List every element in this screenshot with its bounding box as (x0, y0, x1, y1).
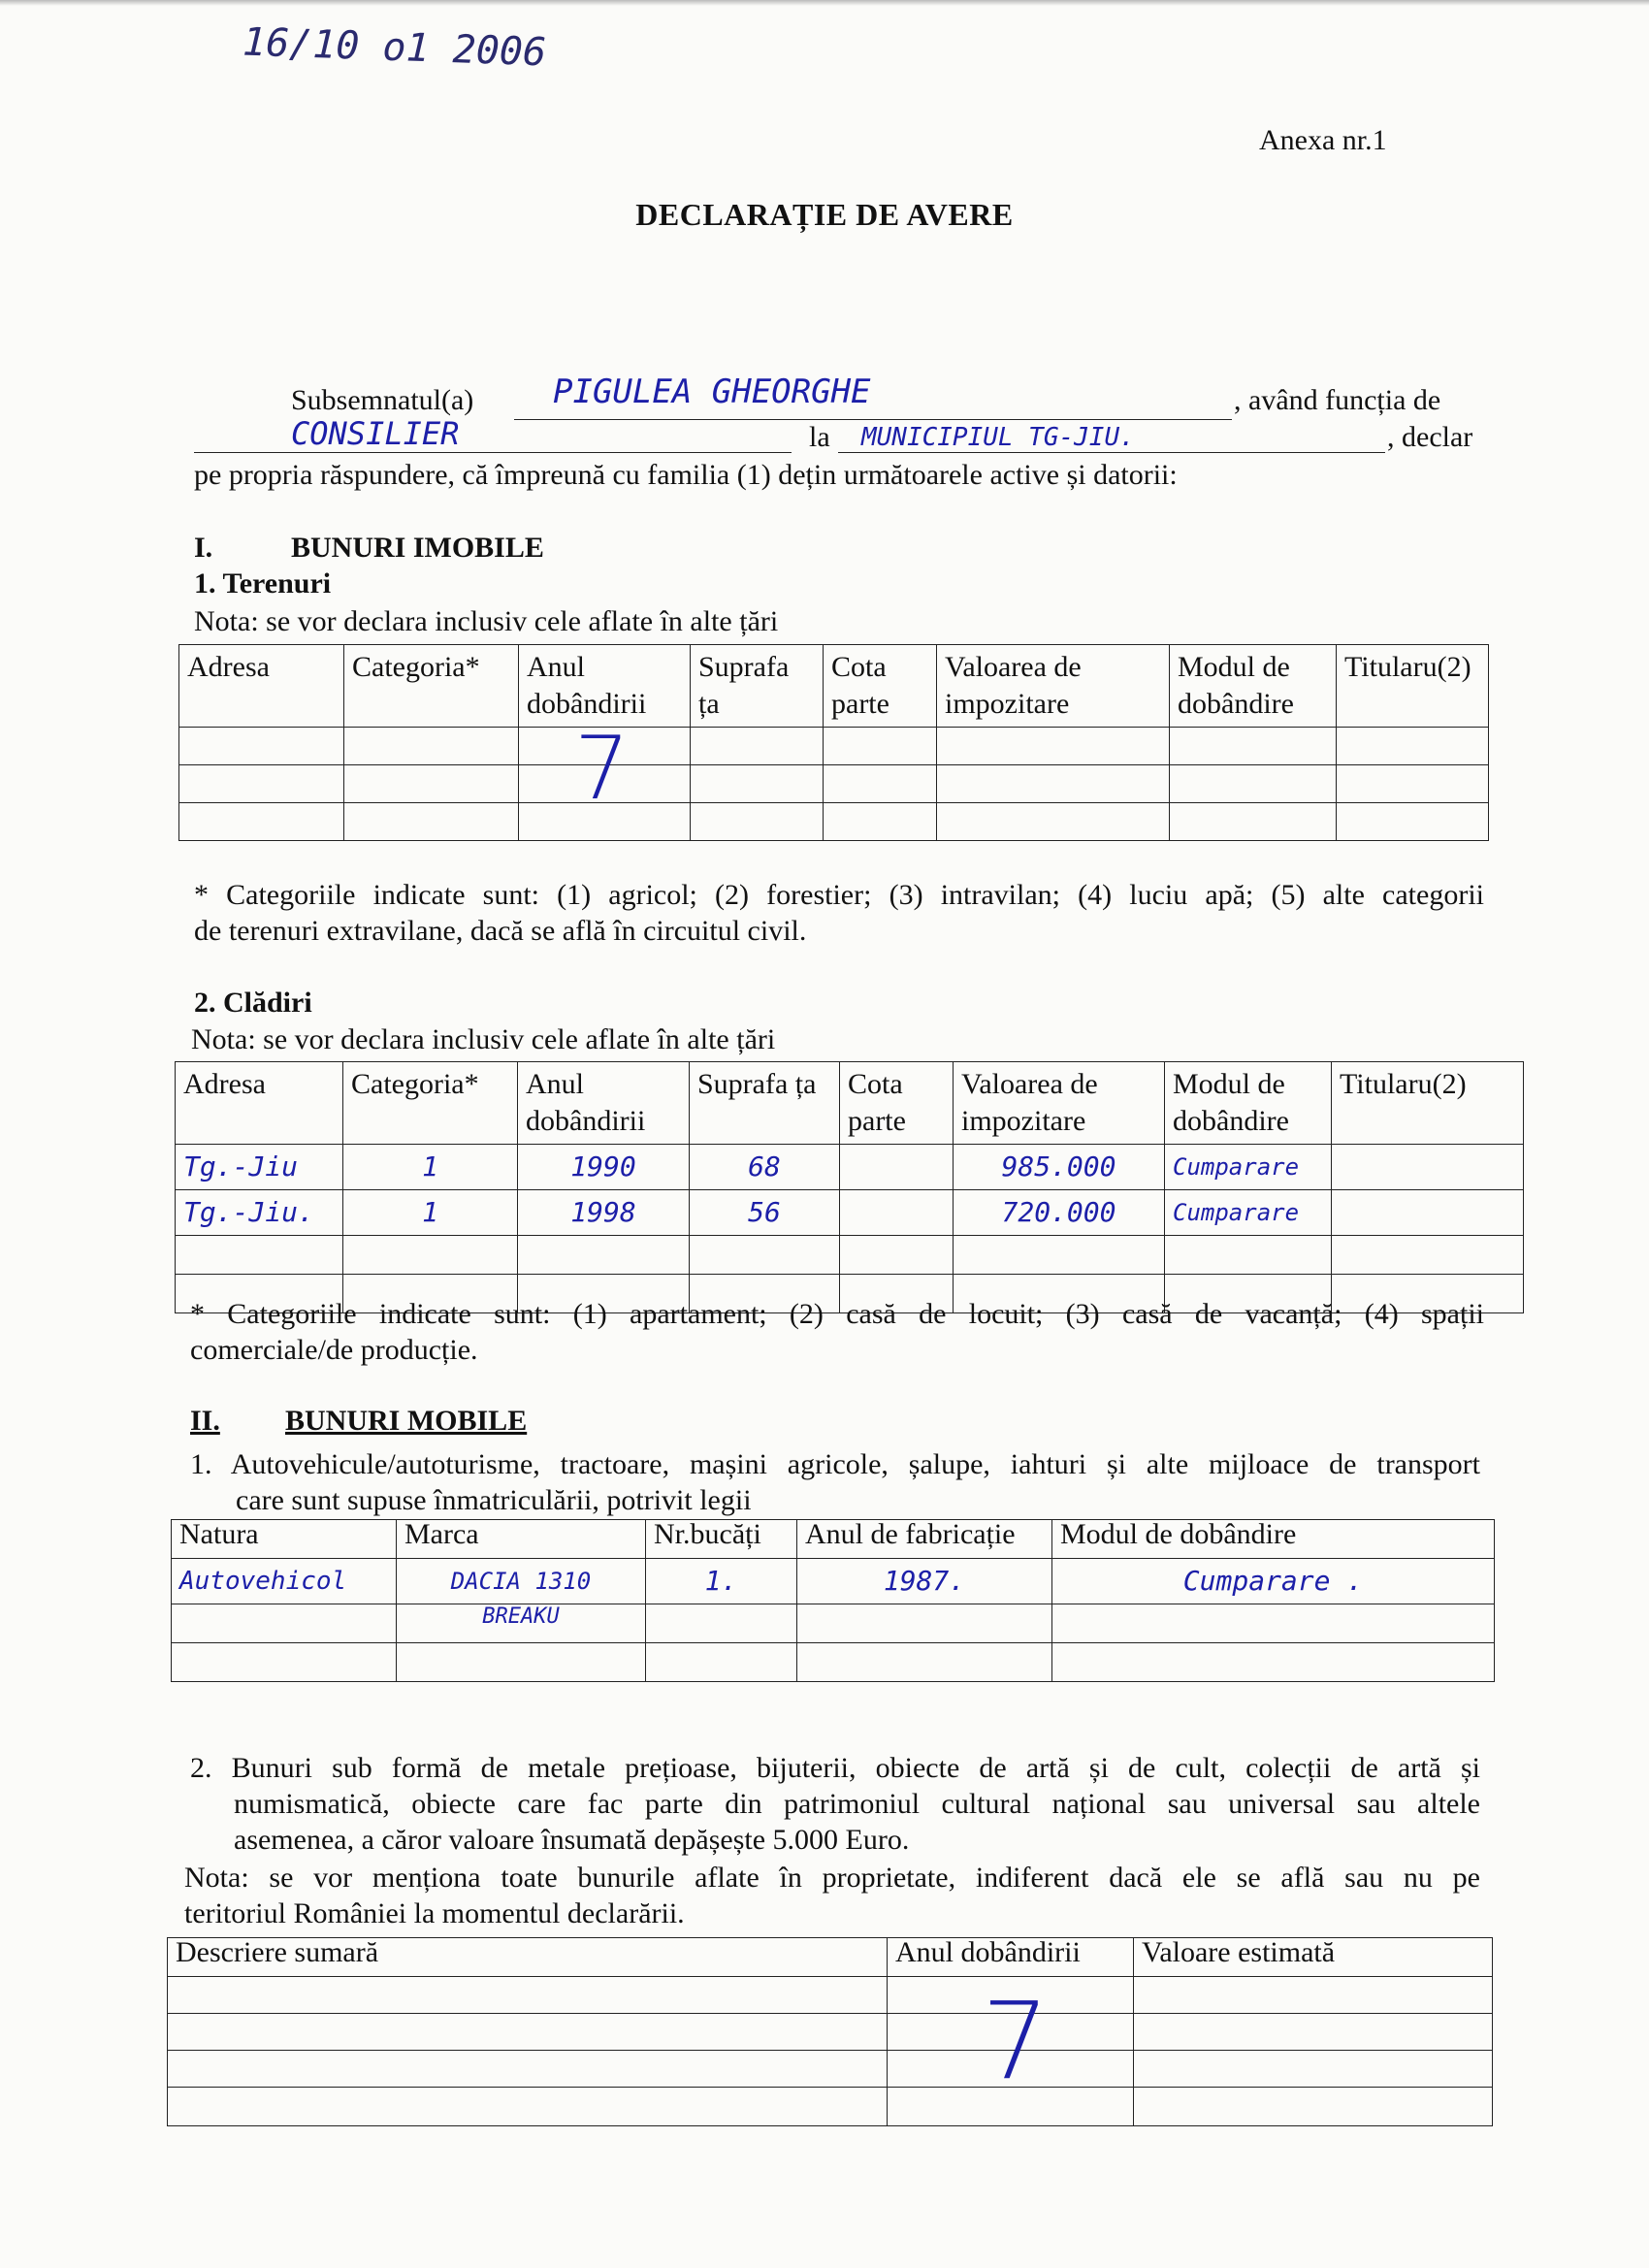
cell-adresa: Tg.-Jiu (176, 1145, 343, 1190)
annex-label: Anexa nr.1 (1259, 124, 1387, 156)
table-row (168, 2088, 1493, 2126)
cell-valoarea: 985.000 (954, 1145, 1165, 1190)
cladiri-footnote-2: comerciale/de producție. (190, 1334, 478, 1366)
cladiri-nota: Nota: se vor declara inclusiv cele aflate în alte țări (191, 1023, 776, 1055)
cell-titular (1332, 1145, 1524, 1190)
cell-modul: Cumparare (1165, 1145, 1332, 1190)
valuables-item-line-1: 2. Bunuri sub formă de metale prețioase, bijuterii, obiecte de artă și de cult, colecții de artă și (190, 1752, 1480, 1784)
table-row (172, 1604, 1495, 1643)
cladiri-footnote-1: * Categoriile indicate sunt: (1) apartament; (2) casă de locuit; (3) casă de vacanță; (4) spații (190, 1298, 1484, 1330)
cell-suprafata: 68 (690, 1145, 840, 1190)
section-2-numeral: II. (190, 1405, 220, 1437)
declar-label: , declar (1387, 421, 1473, 453)
vehicles-item-line-2: care sunt supuse înmatriculării, potrivit legii (236, 1484, 752, 1516)
institution-line (838, 452, 1385, 453)
handwritten-date: 16/10 o1 2006 (242, 19, 547, 76)
header-categoria: Categoria* (343, 1062, 518, 1145)
valuables-header-row (168, 1938, 1493, 1977)
cell-an: 1987. (797, 1559, 1052, 1604)
header-anul: Anul dobândirii (888, 1938, 1134, 1977)
table-row (168, 2014, 1493, 2051)
cell-marca: DACIA 1310 (397, 1559, 646, 1604)
header-categoria: Categoria* (344, 645, 519, 728)
valuables-nota-1: Nota: se vor menționa toate bunurile aflate în proprietate, indiferent dacă ele se află sau nu pe (184, 1862, 1480, 1894)
institution-value: MUNICIPIUL TG-JIU. (861, 423, 1135, 452)
header-valoarea: Valoarea de impozitare (937, 645, 1170, 728)
header-valoarea: Valoarea de impozitare (954, 1062, 1165, 1145)
cladiri-heading: 2. Clădiri (194, 987, 312, 1019)
table-row (176, 1236, 1524, 1275)
header-modul: Modul de dobândire (1170, 645, 1337, 728)
header-cota: Cota parte (824, 645, 937, 728)
cell-anul: 1990 (518, 1145, 690, 1190)
header-nr-bucati: Nr.bucăți (646, 1520, 797, 1559)
table-row (172, 1559, 1495, 1604)
table-row (176, 1145, 1524, 1190)
header-descriere: Descriere sumară (168, 1938, 888, 1977)
terenuri-blank-mark: 7 (574, 718, 630, 820)
cell-valoarea: 720.000 (954, 1190, 1165, 1236)
cell-modul: Cumparare (1165, 1190, 1332, 1236)
header-modul: Modul de dobândire (1052, 1520, 1495, 1559)
header-anul: Anul dobândirii (519, 645, 691, 728)
header-marca: Marca (397, 1520, 646, 1559)
header-suprafata: Suprafa ța (691, 645, 824, 728)
header-adresa: Adresa (179, 645, 344, 728)
valuables-table (167, 1937, 1493, 2126)
terenuri-header-row (179, 645, 1489, 728)
table-row (168, 2051, 1493, 2088)
header-anul: Anul dobândirii (518, 1062, 690, 1145)
valuables-blank-mark: 7 (982, 1979, 1050, 2103)
header-suprafata: Suprafa ța (690, 1062, 840, 1145)
cell-categoria: 1 (343, 1145, 518, 1190)
header-titular: Titularu(2) (1332, 1062, 1524, 1145)
valuables-nota-2: teritoriul României la momentul declarării. (184, 1897, 685, 1929)
vehicles-table (171, 1519, 1495, 1682)
terenuri-heading: 1. Terenuri (194, 567, 332, 599)
table-row (172, 1643, 1495, 1682)
cell-nr: 1. (646, 1559, 797, 1604)
section-1-numeral: I. (194, 532, 213, 564)
cell-marca-2: BREAKU (397, 1604, 646, 1643)
vehicles-item-line-1: 1. Autovehicule/autoturisme, tractoare, mașini agricole, șalupe, iahturi și alte mijloace de transport (190, 1448, 1480, 1480)
name-value: PIGULEA GHEORGHE (553, 373, 871, 411)
page-title: DECLARAȚIE DE AVERE (635, 197, 1014, 232)
cell-cota (840, 1145, 954, 1190)
cell-mod: Cumparare . (1052, 1559, 1495, 1604)
table-row (179, 728, 1489, 765)
cell-suprafata: 56 (690, 1190, 840, 1236)
function-value: CONSILIER (291, 415, 460, 452)
cell-categoria: 1 (343, 1190, 518, 1236)
table-row (179, 803, 1489, 841)
terenuri-table (178, 644, 1489, 841)
terenuri-footnote-2: de terenuri extravilane, dacă se află în circuitul civil. (194, 915, 807, 947)
name-line (514, 419, 1232, 420)
cladiri-header-row (176, 1062, 1524, 1145)
table-row (168, 1977, 1493, 2014)
vehicles-header-row (172, 1520, 1495, 1559)
table-row (176, 1190, 1524, 1236)
scan-edge (0, 0, 1649, 6)
terenuri-footnote-1: * Categoriile indicate sunt: (1) agricol; (2) forestier; (3) intravilan; (4) luciu apă; (5) alte categorii (194, 879, 1484, 911)
cell-cota (840, 1190, 954, 1236)
header-natura: Natura (172, 1520, 397, 1559)
cell-adresa: Tg.-Jiu. (176, 1190, 343, 1236)
section-2-title: BUNURI MOBILE (285, 1405, 528, 1437)
la-label: la (809, 421, 830, 453)
cladiri-table (175, 1061, 1524, 1313)
avand-label: , având funcția de (1234, 384, 1441, 416)
header-adresa: Adresa (176, 1062, 343, 1145)
header-titular: Titularu(2) (1337, 645, 1489, 728)
cell-anul: 1998 (518, 1190, 690, 1236)
cell-natura: Autovehicol (172, 1559, 397, 1604)
header-valoare: Valoare estimată (1134, 1938, 1493, 1977)
cell-titular (1332, 1190, 1524, 1236)
section-1-title: BUNURI IMOBILE (291, 532, 544, 564)
valuables-item-line-2: numismatică, obiecte care fac parte din patrimoniul cultural național sau universal sau altele (234, 1788, 1480, 1820)
terenuri-nota: Nota: se vor declara inclusiv cele aflate în alte țări (194, 605, 779, 637)
intro-line-3: pe propria răspundere, că împreună cu familia (1) dețin următoarele active și datorii: (194, 459, 1178, 491)
function-line (194, 452, 792, 453)
header-modul: Modul de dobândire (1165, 1062, 1332, 1145)
subsemnatul-label: Subsemnatul(a) (291, 384, 474, 416)
valuables-item-line-3: asemenea, a căror valoare însumată depășește 5.000 Euro. (234, 1824, 910, 1856)
header-cota: Cota parte (840, 1062, 954, 1145)
table-row (179, 765, 1489, 803)
header-anul-fabricatie: Anul de fabricație (797, 1520, 1052, 1559)
